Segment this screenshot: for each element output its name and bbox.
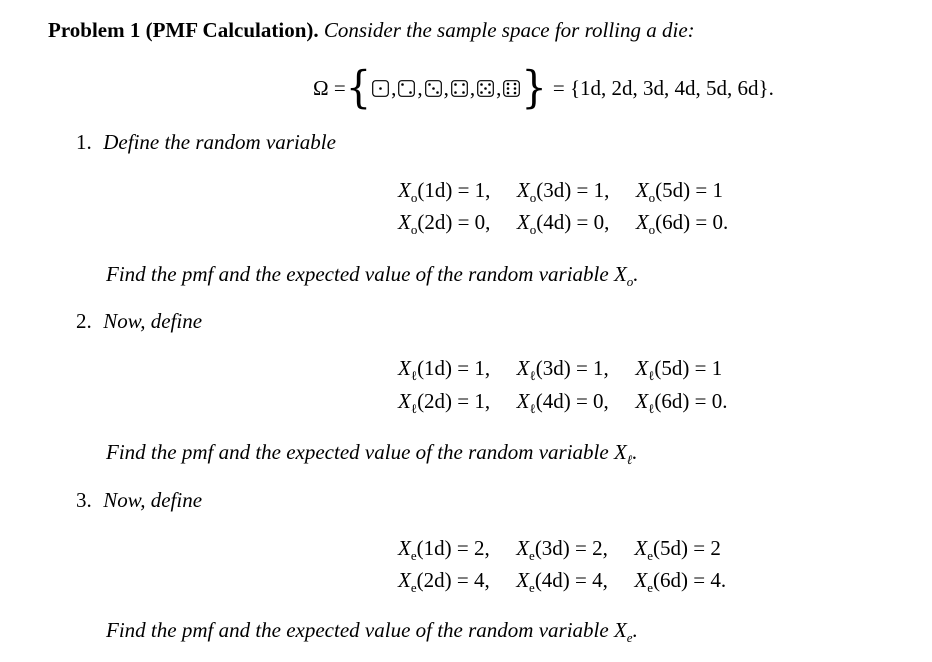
find-end: .	[633, 262, 639, 286]
subscript: ℓ	[648, 401, 655, 417]
subscript: o	[648, 222, 656, 238]
sample-space-equation	[313, 62, 774, 114]
item-3-definition-row-2: $X_e(2d) = 4$, $X_e(4d) = 4$, $X_e(6d) = 4$.	[398, 568, 727, 596]
omega-lhs: Ω =	[313, 75, 346, 100]
die-face-5-icon	[477, 80, 494, 97]
eq-term: (5d) = 1	[654, 356, 723, 380]
subscript: e	[410, 580, 417, 596]
subscript: o	[410, 190, 418, 206]
subscript: ℓ	[410, 401, 418, 417]
item-2-definition-row-1: $X_\ell(1d) = 1$, $X_\ell(3d) = 1$, $X_\ell(5d) = 1$	[398, 356, 723, 384]
find-text: Find the pmf and the expected value of the random variable X	[106, 618, 627, 642]
find-text: Find the pmf and the expected value of the random variable X	[106, 262, 627, 286]
item-intro-text: Define the random variable	[103, 130, 336, 154]
subscript: e	[529, 580, 535, 596]
eq-term: (4d) = 0,	[536, 210, 610, 234]
find-text: Find the pmf and the expected value of the random variable X	[106, 440, 627, 464]
eq-term: (6d) = 4.	[653, 568, 727, 592]
eq-term: (6d) = 0.	[654, 389, 728, 413]
subscript: o	[529, 222, 537, 238]
subscript: o	[648, 190, 656, 206]
eq-term: (4d) = 4,	[534, 568, 608, 592]
subscript: e	[410, 548, 417, 564]
item-number: 3.	[76, 488, 92, 512]
subscript: o	[410, 222, 418, 238]
eq-term: (1d) = 1,	[417, 178, 491, 202]
item-3-find	[106, 618, 638, 646]
item-2-definition-row-2: $X_\ell(2d) = 1$, $X_\ell(4d) = 0$, $X_\ell(6d) = 0$.	[398, 389, 728, 417]
subscript: ℓ	[529, 368, 536, 384]
problem-label: Problem 1 (PMF Calculation).	[48, 18, 319, 42]
die-face-6-icon	[503, 80, 520, 97]
item-intro-text: Now, define	[103, 309, 203, 333]
eq-term: (2d) = 4,	[416, 568, 490, 592]
find-end: .	[632, 440, 638, 464]
subscript: e	[647, 548, 654, 564]
item-intro-text: Now, define	[103, 488, 203, 512]
subscript: ℓ	[410, 368, 418, 384]
left-brace: {	[345, 62, 372, 114]
eq-term: (4d) = 0,	[535, 389, 609, 413]
item-number: 1.	[76, 130, 92, 154]
item-3-intro	[76, 488, 202, 513]
item-3-definition-row-1: $X_e(1d) = 2$, $X_e(3d) = 2$, $X_e(5d) = 2$	[398, 536, 721, 564]
die-face-4-icon	[451, 80, 468, 97]
eq-term: (1d) = 2,	[416, 536, 490, 560]
subscript: ℓ	[648, 368, 655, 384]
subscript: e	[626, 630, 633, 646]
eq-term: (5d) = 1	[655, 178, 724, 202]
eq-term: (3d) = 1,	[536, 178, 610, 202]
die-face-1-icon	[372, 80, 389, 97]
subscript: ℓ	[529, 401, 536, 417]
subscript: o	[529, 190, 537, 206]
eq-term: (3d) = 2,	[534, 536, 608, 560]
eq-term: (2d) = 1,	[417, 389, 491, 413]
subscript: e	[647, 580, 654, 596]
die-face-2-icon	[398, 80, 415, 97]
item-1-find	[106, 262, 639, 290]
eq-term: (1d) = 1,	[417, 356, 491, 380]
die-face-3-icon	[425, 80, 442, 97]
subscript: ℓ	[626, 452, 633, 468]
right-brace: }	[521, 62, 547, 114]
eq-term: (6d) = 0.	[655, 210, 729, 234]
item-1-intro	[76, 130, 336, 155]
subscript: o	[626, 274, 634, 290]
problem-statement: Consider the sample space for rolling a die:	[323, 18, 695, 42]
find-end: .	[632, 618, 638, 642]
item-number: 2.	[76, 309, 92, 333]
item-1-definition-row-1: $X_o(1d) = 1$, $X_o(3d) = 1$, $X_o(5d) = 1$	[398, 178, 724, 206]
item-2-intro	[76, 309, 202, 334]
eq-term: (2d) = 0,	[417, 210, 491, 234]
eq-term: (3d) = 1,	[535, 356, 609, 380]
omega-rhs: = {1d, 2d, 3d, 4d, 5d, 6d}.	[552, 75, 774, 100]
item-2-find	[106, 440, 637, 468]
problem-heading	[48, 18, 695, 43]
subscript: e	[529, 548, 535, 564]
item-1-definition-row-2: $X_o(2d) = 0$, $X_o(4d) = 0$, $X_o(6d) = 0$.	[398, 210, 729, 238]
eq-term: (5d) = 2	[653, 536, 721, 560]
dice-faces: , , , , ,	[371, 76, 521, 101]
